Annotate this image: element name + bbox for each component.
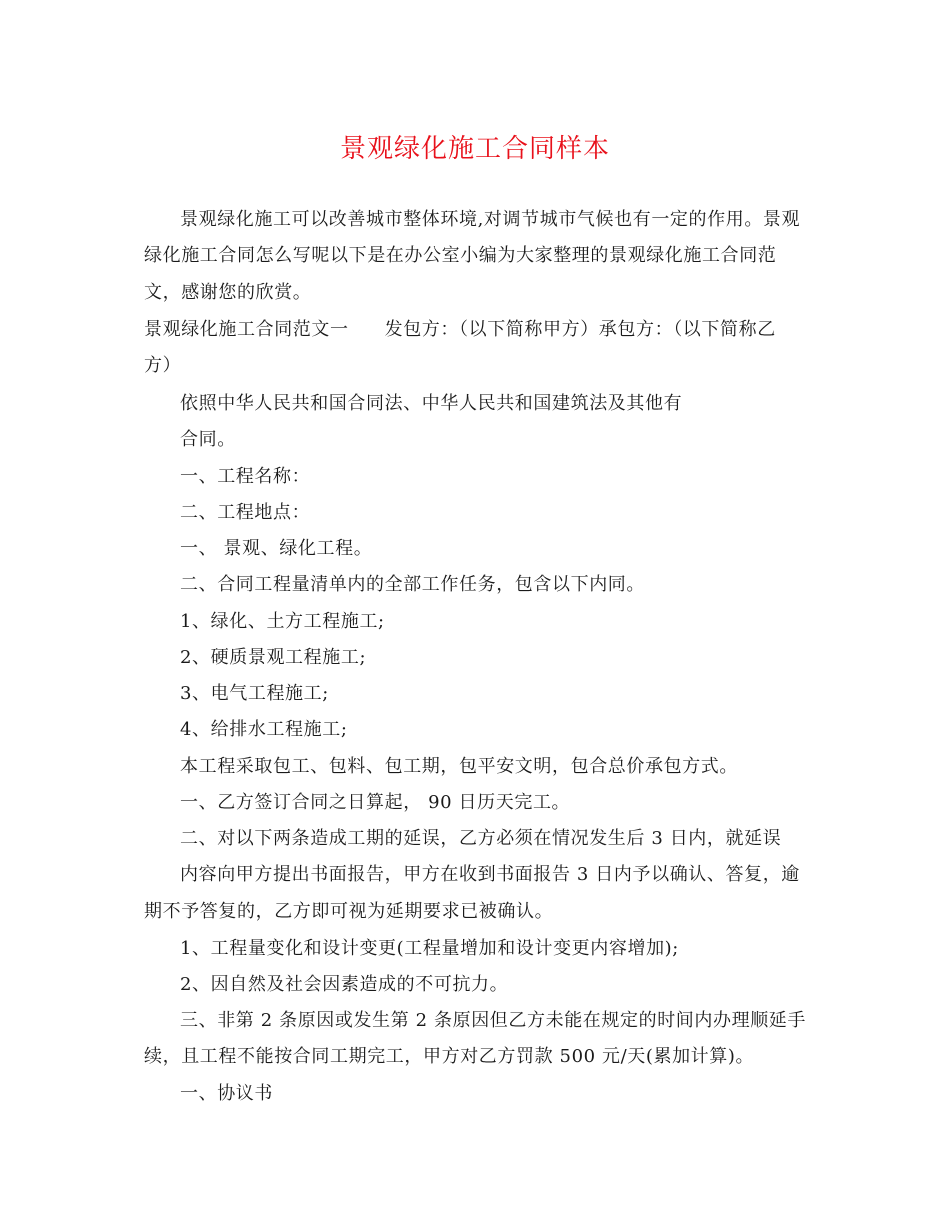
contract-header-line <box>144 318 776 342</box>
intro-line-2: 绿化施工合同怎么写呢以下是在办公室小编为大家整理的景观绿化施工合同范 <box>144 245 777 266</box>
parties-label: 发包方：（以下简称甲方）承包方：（以下简称乙 <box>384 319 776 340</box>
penalty-clause: 三、非第 2 条原因或发生第 2 条原因但乙方未能在规定的时间内办理顺延手 <box>180 1010 806 1031</box>
legal-basis-line-2: 合同。 <box>180 429 236 450</box>
contract-method: 本工程采取包工、包料、包工期，包平安文明，包合总价承包方式。 <box>180 756 738 777</box>
schedule-clause-2: 二、对以下两条造成工期的延误，乙方必须在情况发生后 3 日内，就延误 <box>180 828 782 849</box>
agreement-heading: 一、协议书 <box>180 1083 273 1104</box>
scope-item-1: 一、 景观、绿化工程。 <box>180 538 373 559</box>
delay-cause-1: 1、工程量变化和设计变更(工程量增加和设计变更内容增加); <box>180 938 679 959</box>
document-title: 景观绿化施工合同样本 <box>339 134 610 164</box>
intro-line-3: 文，感谢您的欣赏。 <box>144 282 312 303</box>
project-name: 一、工程名称： <box>180 466 311 487</box>
work-item-2: 2、硬质景观工程施工; <box>180 647 367 668</box>
schedule-clause-2-cont: 内容向甲方提出书面报告，甲方在收到书面报告 3 日内予以确认、答复，逾 <box>180 864 800 885</box>
work-item-4: 4、给排水工程施工; <box>180 719 348 740</box>
scope-item-2: 二、合同工程量清单内的全部工作任务，包含以下内同。 <box>180 574 645 595</box>
work-item-3: 3、电气工程施工; <box>180 683 329 704</box>
penalty-clause-cont: 续，且工程不能按合同工期完工，甲方对乙方罚款 500 元/天(累加计算)。 <box>144 1046 755 1067</box>
schedule-clause-1: 一、乙方签订合同之日算起， 90 日历天完工。 <box>180 792 571 813</box>
work-item-1: 1、绿化、土方工程施工; <box>180 611 385 632</box>
project-location: 二、工程地点： <box>180 502 311 523</box>
delay-cause-2: 2、因自然及社会因素造成的不可抗力。 <box>180 974 509 995</box>
legal-basis-line: 依照中华人民共和国合同法、中华人民共和国建筑法及其他有 <box>180 393 683 414</box>
intro-line-1: 景观绿化施工可以改善城市整体环境,对调节城市气候也有一定的作用。景观 <box>180 209 801 230</box>
contract-sample-label: 景观绿化施工合同范文一 <box>144 319 349 340</box>
parties-line-2: 方） <box>144 355 182 376</box>
schedule-clause-2-end: 期不予答复的，乙方即可视为延期要求已被确认。 <box>144 901 554 922</box>
